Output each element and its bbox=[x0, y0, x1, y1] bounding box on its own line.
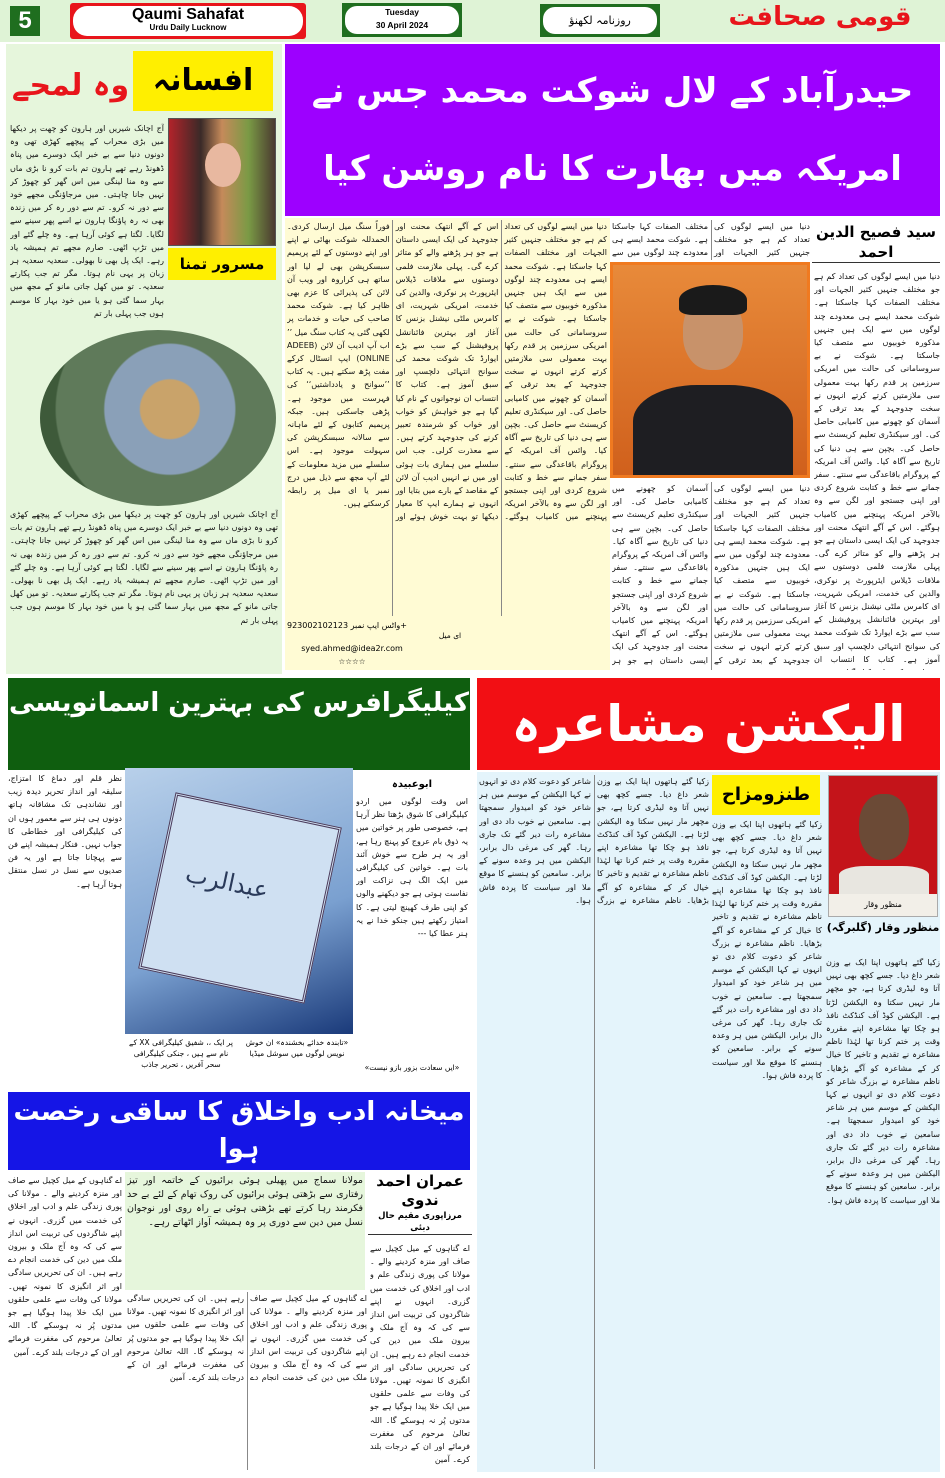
mushaira-genre: طنزومزاح bbox=[712, 775, 820, 815]
obituary-body-left: اے گناہوں کے میل کچیل سے صاف اور منزہ کردینے والے ۔ مولانا کی پوری زندگی علم و ادب اور اخلاق کی خدمت میں گزری۔ انہوں نے اپنے شاگردوں کی تربیت اس انداز سے کی کہ وہ آج ملک و بیرون ملک میں دین کی خدمت انجام دے رہے ہیں۔ ان کی تحریریں سادگی اور اثر انگیزی کا نمونہ تھیں۔ مولانا کی وفات سے علمی حلقوں میں ایک خلا پیدا ہوگیا ہے جو مدتوں پُر نہ ہوسکے گا۔ اللہ تعالیٰ مرحوم کی مغفرت فرمائے اور ان کے درجات بلند کرے۔ آمین bbox=[8, 1176, 122, 1357]
mushaira-headline: الیکشن مشاعرہ bbox=[477, 678, 940, 770]
calligraphy-photo: عبدالرب bbox=[125, 768, 353, 1034]
manzoor-photo bbox=[828, 775, 938, 917]
obituary-author-place: مرزاپوری مقیم حال دبئی bbox=[368, 1210, 472, 1235]
brand-name-en: Qaumi Sahafat bbox=[131, 6, 245, 23]
mushaira-author: منظور وقار (گلبرگہ) bbox=[826, 921, 940, 934]
feature-author: سید فصیح الدین احمد bbox=[812, 222, 940, 263]
brand-english bbox=[70, 3, 306, 39]
obituary-body-mid: اے گناہوں کے میل کچیل سے صاف اور منزہ کردینے والے ۔ مولانا کی پوری زندگی علم و ادب اور اخلاق کی خدمت میں گزری۔ انہوں نے اپنے شاگردوں کی تربیت اس انداز سے کی کہ وہ آج ملک و بیرون ملک میں دین کی خدمت انجام دے رہے ہیں۔ ان کی تحریریں سادگی اور اثر انگیزی کا نمونہ تھیں۔ مولانا کی وفات سے علمی حلقوں میں ایک خلا پیدا ہوگیا ہے جو مدتوں پُر نہ ہوسکے گا۔ اللہ تعالیٰ مرحوم کی مغفرت فرمائے اور ان کے درجات بلند کرے۔ آمین bbox=[127, 1294, 367, 1383]
calligraphy-caption-1: پر ایک ،، شفیق کیلیگرافی XX کے نام سے ہیں ، جنکی کیلیگرافی سحر آفریں ، تحریر جاذب bbox=[129, 1038, 233, 1069]
obituary-headline: میخانہ ادب واخلاق کا ساقی رخصت ہوا bbox=[8, 1092, 470, 1170]
feature-body-mid: دنیا میں ایسے لوگوں کی تعداد کم ہے جو مختلف جنہیں کثیر الجہات اور مختلف الصفات کہا جاسکتا ہے۔ شوکت محمد ایسے ہی معدودے چند لوگوں میں سے ایک ہیں جنہیں مذکورہ خوبیوں سے متصف کیا جاسکتا ہے۔ شوکت نے بے سروسامانی کی حالت میں امریکی سرزمین پر قدم رکھا بہت معمولی سی ملازمتیں کرتے کرتے انہوں نے سخت جدوجہد کے بعد ترقی کے آسمان کو چھونے میں کامیابی حاصل کی۔ اور سیکنڈری تعلیم کریسنٹ سے حاصل کی۔ بچپن سے ہی دنیا کی تاریخ سے آگاہ کیا۔ وائس آف امریکہ کے پروگرام باقاعدگی سے سنتے۔ سفر جمانے سے خط و کتابت شروع کردی اور اپنی جستجو اور لگن سے وہ بالآخر امریکہ پہنچنے میں کامیاب ہوگئے۔ اس کے آگے انتھک محنت اور جدوجہد کی ایک ایسی داستان ہے جو ہر bbox=[612, 484, 810, 665]
calligraphy-author: ابوعبیدہ bbox=[391, 779, 433, 790]
day: Tuesday bbox=[385, 7, 419, 17]
feature-body-right: دنیا میں ایسے لوگوں کی تعداد کم ہے جو مختلف جنہیں کثیر الجہات اور مختلف الصفات کہا جاسکتا ہے۔ شوکت محمد ایسے ہی معدودے چند لوگوں میں سے ایک ہیں جنہیں مذکورہ خوبیوں سے متصف کیا جاسکتا ہے۔ شوکت نے بے سروسامانی کی حالت میں امریکی سرزمین پر قدم رکھا بہت معمولی سی ملازمتیں کرتے کرتے انہوں نے سخت جدوجہد کے بعد ترقی کے آسمان کو چھونے میں کامیابی حاصل کی۔ اور سیکنڈری تعلیم کریسنٹ سے حاصل کی۔ بچپن سے ہی دنیا کی تاریخ سے آگاہ کیا۔ وائس آف امریکہ کے پروگرام باقاعدگی سے سنتے۔ سفر جمانے سے خط و کتابت شروع کردی اور اپنی جستجو اور لگن سے وہ بالآخر امریکہ پہنچنے میں کامیاب ہوگئے۔ اس کے آگے انتھک محنت اور جدوجہد کی ایک ایسی داستان ہے جو ہر پڑھنے والے کو متاثر کرے گی۔ پہلی ملازمت فلمی دوستوں سے ملاقات ڈیلاس ایئرپورٹ پر نوکری، والدین کی خدمت، امریکی شہریت، ای کامرس ملٹی نیشنل بزنس کا آغاز اور بہترین فائنانشل پروفیشنل کے سب سے بڑے ایوارڈ تک شوکت محمد کی سوانح انتہائی دلچسپ اور سبق آموز ہے۔ کتاب کا انتساب ان bbox=[814, 272, 940, 664]
calligraphy-caption-2: «تابندہ خدائے بخشندہ» ان خوش نویس لوگوں میں سوشل میڈیا bbox=[245, 1038, 349, 1058]
story-author: مسرور تمنا bbox=[168, 248, 276, 280]
obituary-author: عمران احمد ندوی bbox=[376, 1172, 464, 1209]
brand-tagline: Urdu Daily Lucknow bbox=[149, 23, 227, 32]
feature-body-mid-top: دنیا میں ایسے لوگوں کی تعداد کم ہے جو مختلف جنہیں کثیر الجہات اور مختلف الصفات کہا جاسکتا ہے۔ شوکت محمد ایسے ہی معدودے چند لوگوں میں سے bbox=[612, 222, 810, 258]
roznama-label: روزنامہ لکھنؤ bbox=[543, 7, 657, 34]
mushaira-body-mid: زکیا گئے ہاتھوں اپنا ایک بے وزن شعر داغ دیا۔ جسے کچھ بھی نہیں آتا وہ لیڈری کرتا ہے، جو مچھر مار نہیں سکتا وہ الیکشن لڑتا ہے۔ الیکشن کوڈ آف کنڈکٹ نافذ ہو چکا تھا مشاعرہ اپنے مقررہ وقت پر ختم کرنا تھا لہٰذا ناظم مشاعرہ نے تقدیم و تاخیر کا خیال کر کے مشاعرہ کو آگے بڑھایا۔ ناظم مشاعرہ نے بزرگ شاعر کو دعوت کلام دی تو انہوں نے کہا الیکشن کے موسم میں ہر شاعر خود کو امیدوار سمجھتا ہے۔ سامعین نے خوب داد دی اور مشاعرہ رات دیر گئے تک جاری رہا۔ گھر کی مرغی دال برابر، الیکشن میں ہر وعدہ سونے کے برابر۔ سامعین کو ہنسنے کا موقع ملا اور سیاست کا پردہ فاش ہوا۔ bbox=[712, 820, 822, 1080]
mushaira-body-left: زکیا گئے ہاتھوں اپنا ایک بے وزن شعر داغ دیا۔ جسے کچھ بھی نہیں آتا وہ لیڈری کرتا ہے، جو مچھر مار نہیں سکتا وہ الیکشن لڑتا ہے۔ الیکشن کوڈ آف کنڈکٹ نافذ ہو چکا تھا مشاعرہ اپنے مقررہ وقت پر ختم کرنا تھا لہٰذا ناظم مشاعرہ نے تقدیم و تاخیر کا خیال کر کے مشاعرہ کو آگے بڑھایا۔ ناظم مشاعرہ نے بزرگ شاعر کو دعوت کلام دی تو انہوں نے کہا الیکشن کے موسم میں ہر شاعر خود کو امیدوار سمجھتا ہے۔ سامعین نے خوب داد دی اور مشاعرہ رات دیر گئے تک جاری رہا۔ گھر کی مرغی دال برابر، الیکشن میں ہر وعدہ سونے کے برابر۔ سامعین کو ہنسنے کا موقع ملا اور سیاست کا پردہ فاش ہوا۔ bbox=[479, 777, 709, 905]
calligraphy-body: اس وقت لوگوں میں اردو کیلیگرافی کا شوق بڑھتا نظر آرہا ہے، خصوصی طور پر خواتین میں یہ ذوق بام عروج کو پہنچ رہا ہے، اور یہ ہر طرح سے خوش آئند بات ہے۔ خواتین کی کیلیگرافی میں ایک الگ ہی نزاکت اور نفاست ہوتی ہے جو دیکھنے والوں کو اپنی طرف کھینچ لیتی ہے۔ کا امتیاز رکھتے ہیں جنکو خدا نے یہ ہنر عطا کیا --- bbox=[356, 797, 468, 939]
contact-email-label: ای میل bbox=[438, 631, 462, 640]
story-illustration bbox=[40, 330, 276, 506]
obituary-body-right: اے گناہوں کے میل کچیل سے صاف اور منزہ کردینے والے ۔ مولانا کی پوری زندگی علم و ادب اور اخلاق کی خدمت میں گزری۔ انہوں نے اپنے شاگردوں کی تربیت اس انداز سے کی کہ وہ آج ملک و بیرون ملک میں دین کی خدمت انجام دے رہے ہیں۔ ان کی تحریریں سادگی اور اثر انگیزی کا نمونہ تھیں۔ مولانا کی وفات سے علمی حلقوں میں ایک خلا پیدا ہوگیا ہے جو مدتوں پُر نہ ہوسکے گا۔ اللہ تعالیٰ مرحوم کی مغفرت فرمائے اور ان کے درجات بلند کرے۔ آمین bbox=[370, 1244, 470, 1465]
brand-urdu: قومی صحافت bbox=[728, 2, 912, 32]
shaukat-photo bbox=[610, 262, 810, 478]
calligraphy-headline: کیلیگرافرس کی بہترین اسمانویسی bbox=[8, 678, 470, 770]
obituary-lead: مولانا سماج میں پھیلی ہوئی برائیوں کے خاتمہ اور تیز رفتاری سے بڑھتی ہوئی برائیوں کی روک تھام کے لئے بے حد فکرمند رہا کرتے تھے بڑھتی ہوئی بے راہ روی اور نوجوان نسل میں دین سے دوری پر وہ ہمیشہ آواز اٹھاتے رہے۔ bbox=[127, 1175, 363, 1228]
page-number: 5 bbox=[10, 6, 40, 36]
roznama-box bbox=[540, 4, 660, 37]
date-box bbox=[342, 3, 462, 37]
author-photo bbox=[168, 118, 276, 246]
obituary-author-block bbox=[368, 1172, 472, 1235]
feature-body-left: دنیا میں ایسے لوگوں کی تعداد کم ہے جو مختلف جنہیں کثیر الجہات اور مختلف الصفات کہا جاسکتا ہے۔ شوکت محمد ایسے ہی معدودے چند لوگوں میں سے ایک ہیں جنہیں مذکورہ خوبیوں سے متصف کیا جاسکتا ہے۔ شوکت نے بے سروسامانی کی حالت میں امریکی سرزمین پر قدم رکھا بہت معمولی سی ملازمتیں کرتے کرتے انہوں نے سخت جدوجہد کے بعد ترقی کے آسمان کو چھونے میں کامیابی حاصل کی۔ اور سیکنڈری تعلیم کریسنٹ سے حاصل کی۔ بچپن سے ہی دنیا کی تاریخ سے آگاہ کیا۔ وائس آف امریکہ کے پروگرام باقاعدگی سے سنتے۔ سفر جمانے سے خط و کتابت شروع کردی اور اپنی جستجو اور لگن سے وہ بالآخر امریکہ پہنچنے میں کامیاب ہوگئے۔ اس کے آگے انتھک محنت اور جدوجہد کی ایک ایسی داستان ہے جو ہر پڑھنے والے کو متاثر کرے گی۔ پہلی ملازمت فلمی دوستوں سے ملاقات ڈیلاس ایئرپورٹ پر نوکری، والدین کی خدمت، امریکی شہریت، ای کامرس ملٹی نیشنل بزنس کا آغاز اور بہترین فائنانشل پروفیشنل کے سب سے بڑے ایوارڈ تک شوکت محمد کی سوانح انتہائی دلچسپ اور سبق آموز ہے۔ کتاب کا انتساب ان نوجوانوں کے نام کیا گیا ہے جو خواہش کو خواب اور خواب کو شرمندہ تعبیر کرنے کی جدوجہد کرتے ہیں۔ سے معذرت کرلی۔ جب اس سلسلے میں ہماری بات ہوئی اور میں نے انہیں ادیب آن لائن کے مقاصد کے بارے میں بتایا اور انہوں نے ہمارے ایپ کا معیار دیکھا تو بہت خوش ہوئے اور فوراً سنگ میل ارسال کردی۔ الحمدللہ شوکت بھائی نے اپنے اور اپنے دوستوں کے لئے پریمیم سبسکرپشن بھی لے لیا اور ساتھ ہی کراروہ اور ویب آن لائن کی پذیرائی کا عزم بھی ظاہر کیا ہے۔ شوکت محمد صاحب کی حیات و خدمات پر لکھی گئی یہ کتاب سنگ میل ’’ اب آپ ادیب آن لائن (ADEEB ONLINE) ایپ انسٹال کرکے مفت پڑھ سکتے ہیں۔ یہ کتاب ’’سوانح و یادداشتیں‘‘ کی فہرست میں موجود ہے۔ پڑھی جاسکتی ہیں۔ جبکہ پریمیم کتابوں کے لئے ماہانہ سے سالانہ سبسکرپشن کی سہولت موجود ہے۔ اس سلسلے میں مزید معلومات کے لئے آپ مجھ سے ذیل میں درج نمبر یا ای میل پر رابطہ کرسکتے ہیں۔ bbox=[287, 222, 607, 522]
story-genre: افسانہ bbox=[133, 51, 273, 111]
feature-headline: حیدرآباد کے لال شوکت محمد جس نے امریکہ میں بھارت کا نام روشن کیا bbox=[285, 44, 940, 216]
contact-phone: واٹس ایپ نمبر 923002102123+ bbox=[287, 621, 407, 630]
calligraphy-body-left: نظر قلم اور دماغ کا امتزاج، سلیقہ اور انداز تحریر دیدہ زیب اور نشاندہی تک مشاقانہ ہاتھ دونوں ہی ہنر سے معمور ہوں ان کی کیلیگرافی اور خطاطی کا جواب نہیں۔ فنکار ہمیشہ اپنے فن سے پہچانا جاتا ہے اور یہ فن صدیوں سے نسل در نسل منتقل ہوتا آرہا ہے۔ bbox=[8, 774, 122, 889]
end-mark: ☆☆☆☆ bbox=[338, 657, 366, 666]
story-title: وہ لمحے bbox=[11, 68, 130, 103]
date: 30 April 2024 bbox=[375, 20, 429, 30]
calligraphy-caption-3: «ایں سعادت بزور بازو نیست» bbox=[364, 1063, 460, 1072]
photo-label: منظور وقار bbox=[829, 894, 937, 916]
contact-email[interactable]: syed.ahmed@idea2r.com bbox=[301, 644, 403, 653]
mushaira-body-right: زکیا گئے ہاتھوں اپنا ایک بے وزن شعر داغ دیا۔ جسے کچھ بھی نہیں آتا وہ لیڈری کرتا ہے، جو مچھر مار نہیں سکتا وہ الیکشن لڑتا ہے۔ الیکشن کوڈ آف کنڈکٹ نافذ ہو چکا تھا مشاعرہ اپنے مقررہ وقت پر ختم کرنا تھا لہٰذا ناظم مشاعرہ نے تقدیم و تاخیر کا خیال کر کے مشاعرہ کو آگے بڑھایا۔ ناظم مشاعرہ نے بزرگ شاعر کو دعوت کلام دی تو انہوں نے کہا الیکشن کے موسم میں ہر شاعر خود کو امیدوار سمجھتا ہے۔ سامعین نے خوب داد دی اور مشاعرہ رات دیر گئے تک جاری رہا۔ گھر کی مرغی دال برابر، الیکشن میں ہر وعدہ سونے کے برابر۔ سامعین کو ہنسنے کا موقع ملا اور سیاست کا پردہ فاش ہوا۔ bbox=[826, 958, 940, 1205]
story-body-bottom: آج اچانک شیریں اور ہارون کو چھت پر دیکھا میں بڑی محراب کے پیچھے کھڑی تھی وہ دونوں دنیا سے بے خبر ایک دوسرے میں پناہ ڈھونڈ رہے تھے ہارون تم بات کرو نا بڑی ماں سے وہ منا لینگی میں اس گھر کو چھوڑ کر نہیں جانا چاہتی۔ میں مرجاؤنگی مجھے خود سے دور نہ کرو۔ تم سے دور رہ کر میں زندہ بھی نہ رہ پاؤنگا ہارون نے اسے پھر سینے سے لگایا۔ لگتا ہے کوئی آرہا ہے۔ وہ چلے گئے اور میں تڑپ اٹھی۔ صارم مجھے تم ہمیشہ یاد رہے۔ ایک پل بھی نا بھولی۔ سعدیہ سعدیہ ہر زبان پر یہی نام ہوتا۔ مگر تم جب پکارتے سعدیہ۔ تو میں کھل جاتی مانو کے مجھ میں بہار سما گئی ہو یا میں خود بہار کا موسم ہوں جب پہلی بار تم bbox=[10, 510, 278, 625]
story-body-top: آج اچانک شیریں اور ہارون کو چھت پر دیکھا میں بڑی محراب کے پیچھے کھڑی تھی وہ دونوں دنیا سے بے خبر ایک دوسرے میں پناہ ڈھونڈ رہے تھے ہارون تم بات کرو نا بڑی ماں سے وہ منا لینگی میں اس گھر کو چھوڑ کر نہیں جانا چاہتی۔ میں مرجاؤنگی مجھے خود سے دور نہ کرو۔ تم سے دور رہ کر میں زندہ بھی نہ رہ پاؤنگا ہارون نے اسے پھر سینے سے لگایا۔ لگتا ہے کوئی آرہا ہے۔ وہ چلے گئے اور میں تڑپ اٹھی۔ صارم مجھے تم ہمیشہ یاد رہے۔ ایک پل بھی نا بھولی۔ سعدیہ سعدیہ ہر زبان پر یہی نام ہوتا۔ مگر تم جب پکارتے سعدیہ۔ تو میں کھل جاتی مانو کے مجھ میں بہار سما گئی ہو یا میں خود بہار کا موسم ہوں جب پہلی بار تم bbox=[10, 124, 164, 318]
